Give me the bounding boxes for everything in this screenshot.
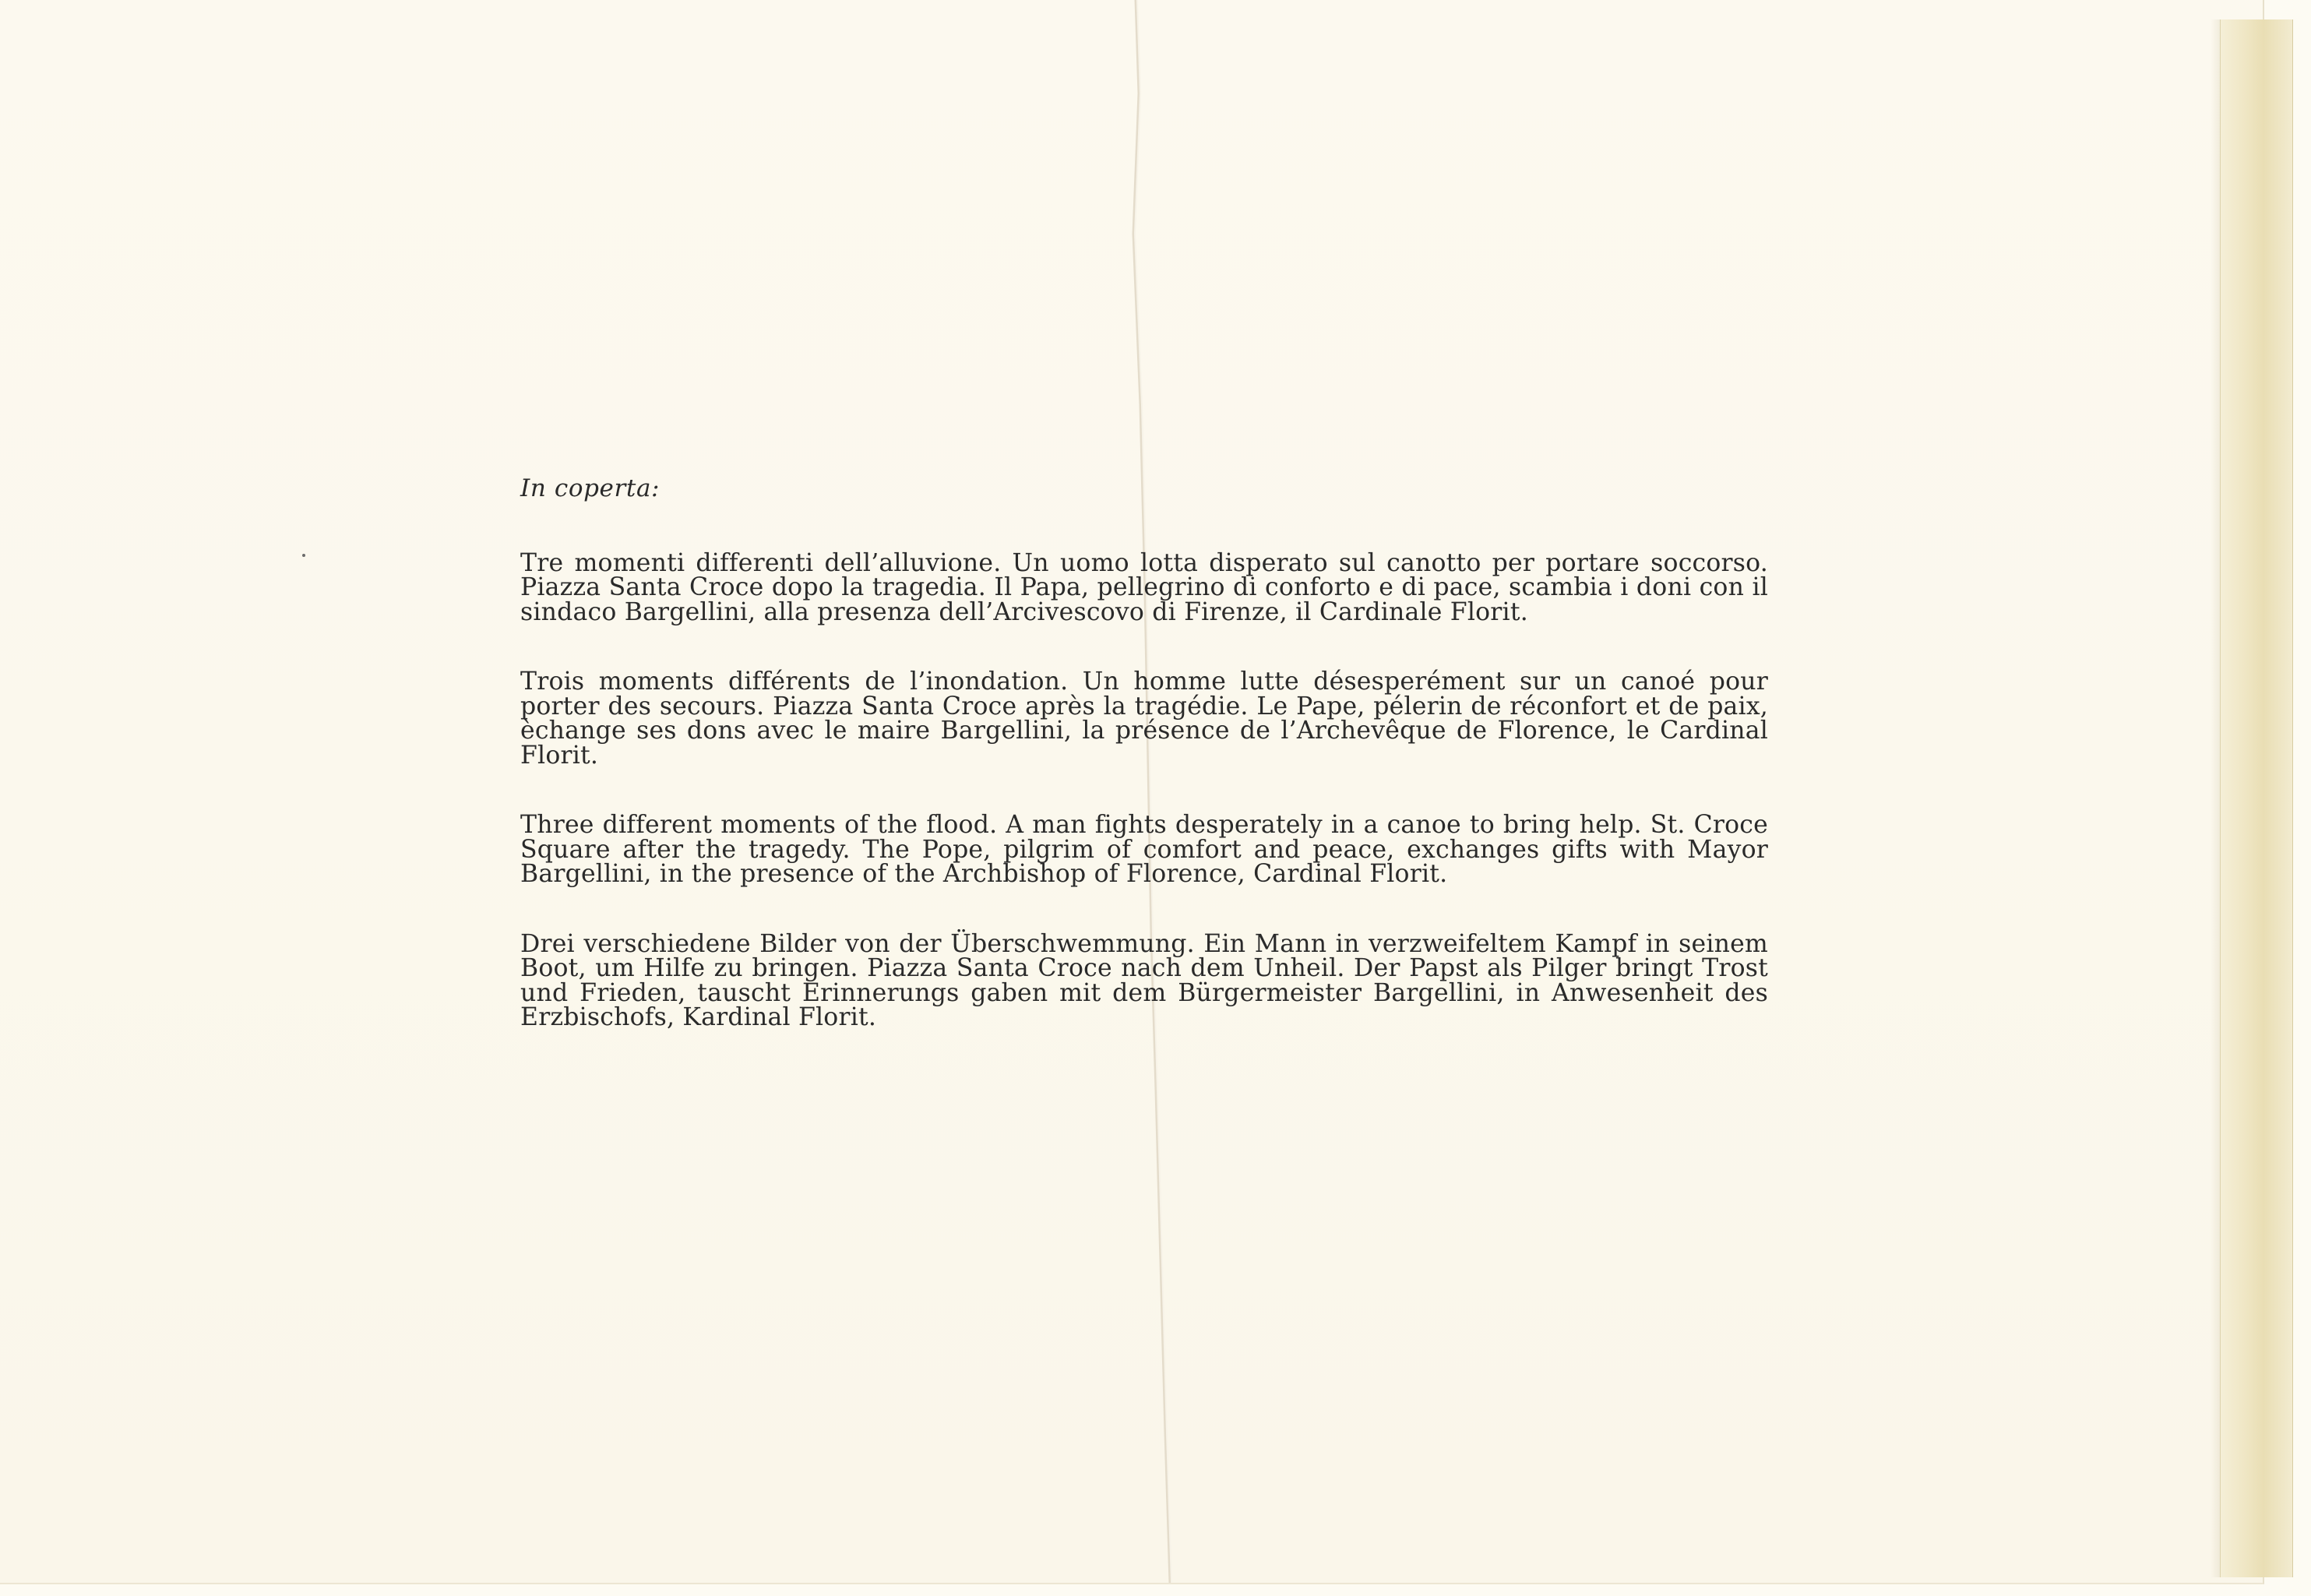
paragraph-german: Drei verschiedene Bilder von der Überschwemmung. Ein Mann in verzweifeltem Kampf in seinem Boot, um Hilfe zu bringen. Piazza Santa Croce nach dem Unheil. Der Papst als Pilger bringt Trost und Frieden, tauscht Erinnerungs gaben mit dem Bürgermeister Bargellini, in Anwesenheit des Erzbischofs, Kardinal Florit. xyxy=(520,929,1768,1031)
paragraph-english: Three different moments of the flood. A man fights desperately in a canoe to bring help. St. Croce Square after the tragedy. The Pope, pilgrim of comfort and peace, exchanges gifts with Mayor Bargellini, in the presence of the Archbishop of Florence, Cardinal Florit. xyxy=(520,811,1768,888)
binding-spine xyxy=(2220,19,2293,1577)
caption-heading: In coperta: xyxy=(520,474,661,502)
dust-speck xyxy=(302,554,305,557)
paragraph-italian: Tre momenti differenti dell’alluvione. Un uomo lotta disperato sul canotto per portare soccorso. Piazza Santa Croce dopo la tragedia. Il Papa, pellegrino di conforto e di pace, scambia i doni con il sindaco Bargellini, alla presenza dell’Arcivescovo di Firenze, il Cardinale Florit. xyxy=(520,548,1768,626)
caption-text-block xyxy=(520,474,1768,1076)
paragraph-french: Trois moments différents de l’inondation. Un homme lutte désesperément sur un canoé pour porter des secours. Piazza Santa Croce après la tragédie. Le Pape, pélerin de réconfort et de paix, èchange ses dons avec le maire Bargellini, la présence de l’Archevêque de Florence, le Cardinal Florit. xyxy=(520,668,1768,770)
